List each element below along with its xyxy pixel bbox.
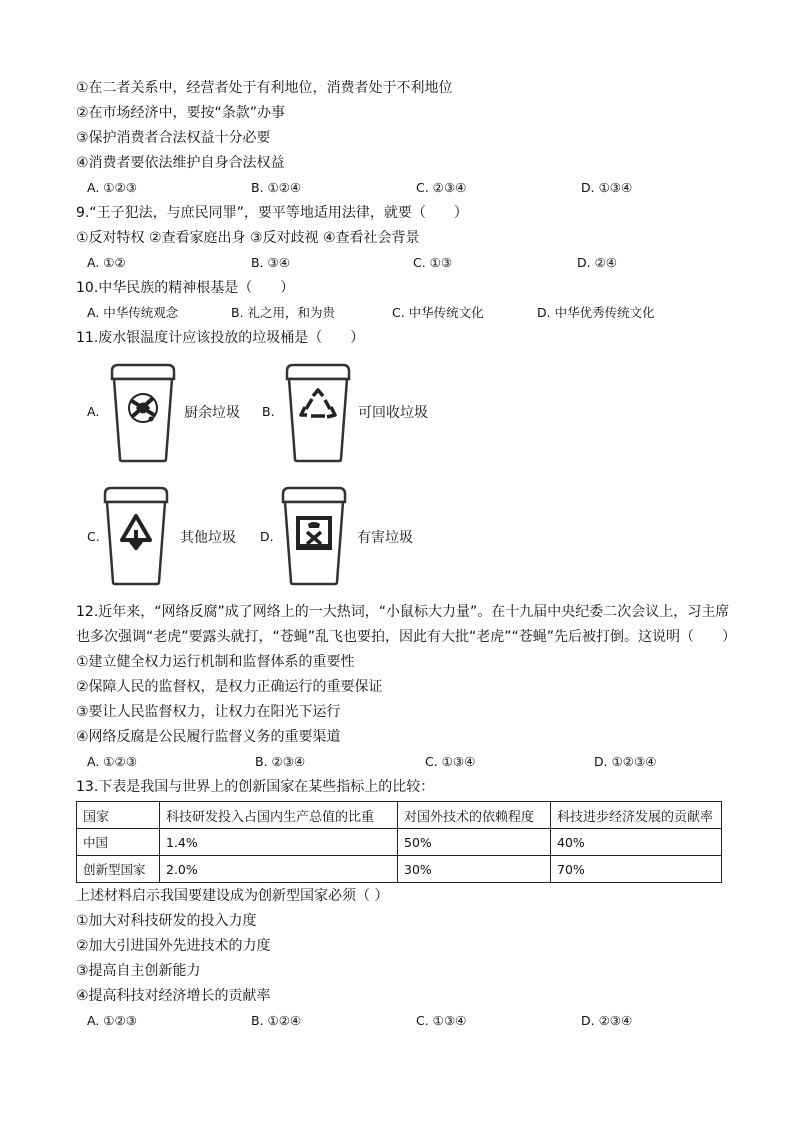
- q13-statement-2: ②加大引进国外先进技术的力度: [76, 938, 271, 954]
- q9-option-b[interactable]: B. ③④: [251, 255, 290, 270]
- q8-statement-4: ④消费者要依法维护自身合法权益: [76, 155, 285, 171]
- q13-statement-4: ④提高科技对经济增长的贡献率: [76, 988, 271, 1004]
- comparison-table: [76, 801, 722, 883]
- q12-option-d[interactable]: D. ①②③④: [594, 754, 657, 769]
- table-cell: 2.0%: [160, 856, 398, 883]
- q10-option-b[interactable]: B. 礼之用，和为贵: [231, 305, 336, 320]
- q13-stem: 13.下表是我国与世界上的创新国家在某些指标上的比较：: [76, 779, 435, 795]
- q13-option-b[interactable]: B. ①②④: [251, 1013, 302, 1028]
- table-row: [77, 829, 722, 856]
- hazardous-waste-icon: [296, 516, 332, 550]
- q12-option-c[interactable]: C. ①③④: [425, 754, 476, 769]
- q10-option-c[interactable]: C. 中华传统文化: [392, 305, 484, 320]
- table-header-row: [77, 802, 722, 829]
- table-header-cell: 科技进步经济发展的贡献率: [551, 802, 722, 829]
- table-header-cell: 科技研发投入占国内生产总值的比重: [160, 802, 398, 829]
- q12-option-b[interactable]: B. ②③④: [255, 754, 306, 769]
- q12-stem-line-2: 也多次强调“老虎”要露头就打，“苍蝇”乱飞也要拍，因此有大批“老虎”“苍蝇”先后被打倒。这说明（ ）: [76, 629, 737, 645]
- q11-option-d-letter[interactable]: D.: [260, 529, 274, 544]
- q11-stem: 11.废水银温度计应该投放的垃圾桶是（ ）: [76, 330, 365, 346]
- q11-option-a-label: 厨余垃圾: [184, 405, 240, 421]
- q11-option-c-letter[interactable]: C.: [87, 529, 100, 544]
- q10-option-a[interactable]: A. 中华传统观念: [87, 305, 179, 320]
- q8-option-a[interactable]: A. ①②③: [87, 180, 137, 195]
- q8-option-b[interactable]: B. ①②④: [251, 180, 302, 195]
- q9-option-a[interactable]: A. ①②: [87, 255, 126, 270]
- q9-option-d[interactable]: D. ②④: [577, 255, 617, 270]
- q12-statement-4: ④网络反腐是公民履行监督义务的重要渠道: [76, 729, 341, 745]
- table-cell: 创新型国家: [77, 856, 160, 883]
- hazardous-waste-bin[interactable]: [275, 486, 353, 586]
- table-cell: 1.4%: [160, 829, 398, 856]
- q12-statement-3: ③要让人民监督权力，让权力在阳光下运行: [76, 704, 341, 720]
- table-cell: 70%: [551, 856, 722, 883]
- q13-statement-3: ③提高自主创新能力: [76, 963, 201, 979]
- q9-option-c[interactable]: C. ①③: [413, 255, 453, 270]
- q11-option-c-label: 其他垃圾: [180, 530, 236, 546]
- table-cell: 50%: [398, 829, 551, 856]
- table-cell: 30%: [398, 856, 551, 883]
- table-header-cell: 国家: [77, 802, 160, 829]
- table-row: [77, 856, 722, 883]
- q10-option-d[interactable]: D. 中华优秀传统文化: [537, 305, 655, 320]
- q13-question: 上述材料启示我国要建设成为创新型国家必须（ ）: [76, 888, 389, 904]
- q11-option-a-letter[interactable]: A.: [87, 404, 100, 419]
- q12-stem-line-1: 12.近年来，“网络反腐”成了网络上的一大热词，“小鼠标大力量”。在十九届中央纪委二次会议上，习主席: [76, 604, 730, 620]
- table-cell: 中国: [77, 829, 160, 856]
- q9-stem: 9.“王子犯法，与庶民同罪”，要平等地适用法律，就要（ ）: [76, 205, 468, 221]
- q8-statement-3: ③保护消费者合法权益十分必要: [76, 130, 271, 146]
- q11-option-d-label: 有害垃圾: [357, 530, 413, 546]
- q8-statement-1: ①在二者关系中，经营者处于有利地位，消费者处于不利地位: [76, 80, 453, 96]
- q10-stem: 10.中华民族的精神根基是（ ）: [76, 280, 295, 296]
- q9-statements: ①反对特权 ②查看家庭出身 ③反对歧视 ④查看社会背景: [76, 230, 420, 246]
- q13-option-c[interactable]: C. ①③④: [416, 1013, 467, 1028]
- q13-option-d[interactable]: D. ②③④: [581, 1013, 633, 1028]
- table-cell: 40%: [551, 829, 722, 856]
- table-header-cell: 对国外技术的依赖程度: [398, 802, 551, 829]
- q12-statement-1: ①建立健全权力运行机制和监督体系的重要性: [76, 654, 355, 670]
- q8-option-d[interactable]: D. ①③④: [581, 180, 633, 195]
- q12-option-a[interactable]: A. ①②③: [87, 754, 137, 769]
- recycle-bin[interactable]: [279, 363, 357, 463]
- q8-option-c[interactable]: C. ②③④: [416, 180, 467, 195]
- q13-statement-1: ①加大对科技研发的投入力度: [76, 913, 257, 929]
- other-waste-bin[interactable]: [97, 486, 175, 586]
- q13-option-a[interactable]: A. ①②③: [87, 1013, 137, 1028]
- q11-option-b-label: 可回收垃圾: [358, 405, 428, 421]
- kitchen-waste-icon: [129, 394, 157, 422]
- q8-statement-2: ②在市场经济中，要按“条款”办事: [76, 105, 286, 121]
- kitchen-waste-bin[interactable]: [104, 363, 182, 463]
- q11-option-b-letter[interactable]: B.: [262, 404, 275, 419]
- q12-statement-2: ②保障人民的监督权，是权力正确运行的重要保证: [76, 679, 383, 695]
